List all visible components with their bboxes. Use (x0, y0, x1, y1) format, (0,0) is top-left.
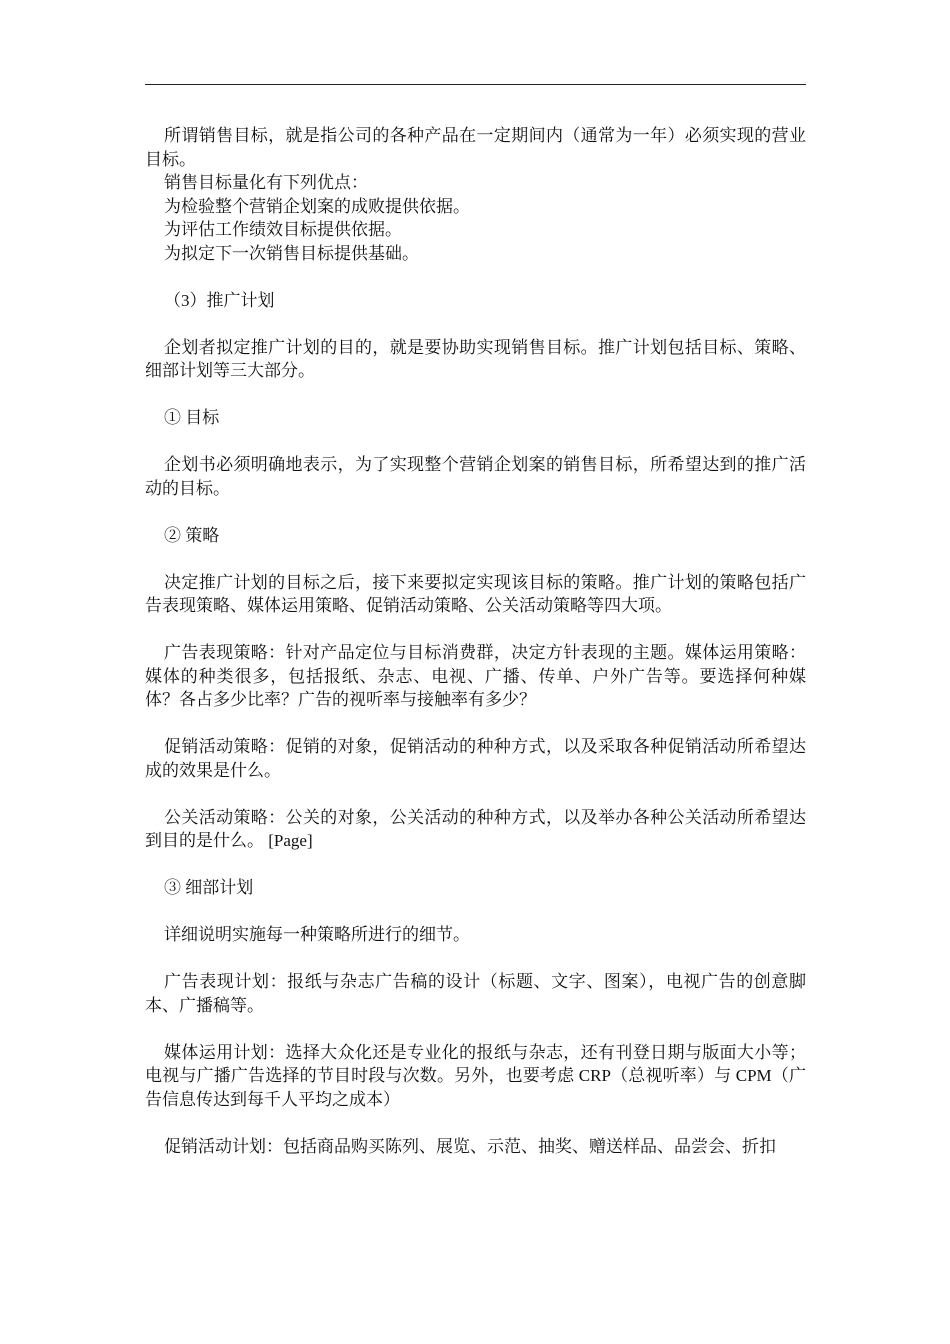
subsection-heading: ② 策略 (164, 525, 220, 545)
list-item: 为检验整个营销企划案的成败提供依据。 (164, 196, 470, 216)
paragraph: 公关活动策略：公关的对象，公关活动的种种方式，以及举办各种公关活动所希望达到目的是什么。 [Page] (145, 807, 806, 850)
list-item: 为评估工作绩效目标提供依据。 (164, 220, 402, 239)
paragraph: 企划者拟定推广计划的目的，就是要协助实现销售目标。推广计划包括目标、策略、细部计划等三大部分。 (145, 337, 806, 380)
subsection-heading: ③ 细部计划 (164, 878, 254, 897)
paragraph: 促销活动计划：包括商品购买陈列、展览、示范、抽奖、赠送样品、品尝会、折扣 (164, 1136, 776, 1156)
section-heading: （3）推广计划 (164, 290, 275, 310)
paragraph: 销售目标量化有下列优点： (164, 173, 368, 192)
paragraph: 广告表现策略：针对产品定位与目标消费群，决定方针表现的主题。媒体运用策略：媒体的种类很多，包括报纸、杂志、电视、广播、传单、户外广告等。要选择何种媒体？各占多少比率？广告的视听率与接触率有多少？ (145, 643, 806, 709)
paragraph: 广告表现计划：报纸与杂志广告稿的设计（标题、文字、图案），电视广告的创意脚本、广播稿等。 (145, 972, 806, 1015)
list-item: 为拟定下一次销售目标提供基础。 (164, 243, 419, 263)
paragraph: 决定推广计划的目标之后，接下来要拟定实现该目标的策略。推广计划的策略包括广告表现策略、媒体运用策略、促销活动策略、公关活动策略等四大项。 (145, 572, 806, 615)
header-rule (145, 84, 806, 85)
paragraph: 促销活动策略：促销的对象，促销活动的种种方式，以及采取各种促销活动所希望达成的效果是什么。 (145, 737, 806, 780)
document-body (145, 124, 806, 1158)
subsection-heading: ① 目标 (164, 408, 220, 427)
paragraph: 所谓销售目标，就是指公司的各种产品在一定期间内（通常为一年）必须实现的营业目标。 (145, 126, 806, 169)
paragraph: 企划书必须明确地表示，为了实现整个营销企划案的销售目标，所希望达到的推广活动的目标。 (145, 455, 806, 498)
paragraph: 详细说明实施每一种策略所进行的细节。 (164, 925, 470, 944)
paragraph: 媒体运用计划：选择大众化还是专业化的报纸与杂志，还有刊登日期与版面大小等；电视与广播广告选择的节目时段与次数。另外，也要考虑 CRP（总视听率）与 CPM（广告信息传达到每千人平均之成本） (145, 1042, 806, 1109)
